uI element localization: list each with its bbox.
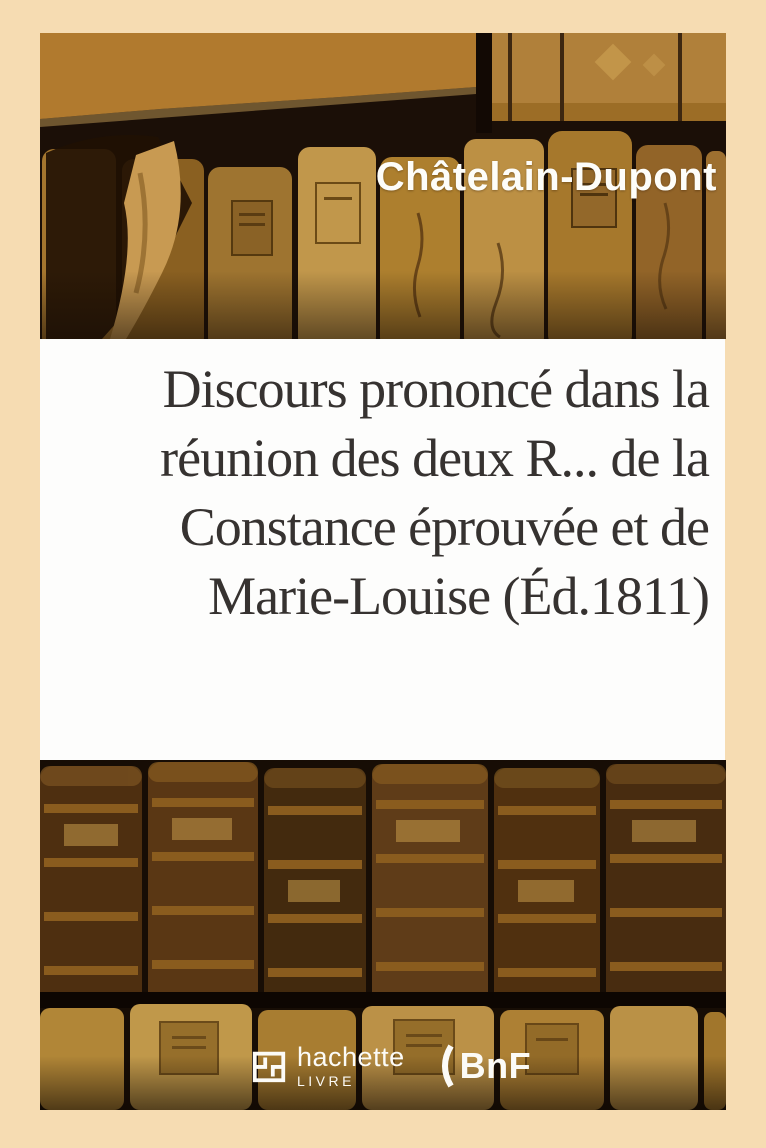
bnf-logo bbox=[435, 1042, 531, 1090]
title-line-4: Marie-Louise (Éd.1811) bbox=[208, 566, 709, 626]
hachette-name-label: hachette bbox=[297, 1042, 405, 1072]
hachette-livre-logo bbox=[250, 1044, 405, 1088]
publisher-logos bbox=[250, 1042, 531, 1090]
hachette-monogram-icon bbox=[250, 1046, 288, 1086]
title-band bbox=[40, 339, 725, 760]
title-line-3: Constance éprouvée et de bbox=[179, 497, 709, 557]
title-line-2: réunion des deux R... de la bbox=[160, 428, 709, 488]
hachette-livre-label: LIVRE bbox=[297, 1073, 355, 1089]
title-line-1: Discours prononcé dans la bbox=[162, 359, 709, 419]
bnf-name-label: BnF bbox=[459, 1045, 532, 1086]
author-name: Châtelain-Dupont bbox=[375, 155, 717, 199]
hachette-wordmark bbox=[297, 1044, 405, 1088]
bnf-parenthesis-icon bbox=[435, 1042, 455, 1090]
